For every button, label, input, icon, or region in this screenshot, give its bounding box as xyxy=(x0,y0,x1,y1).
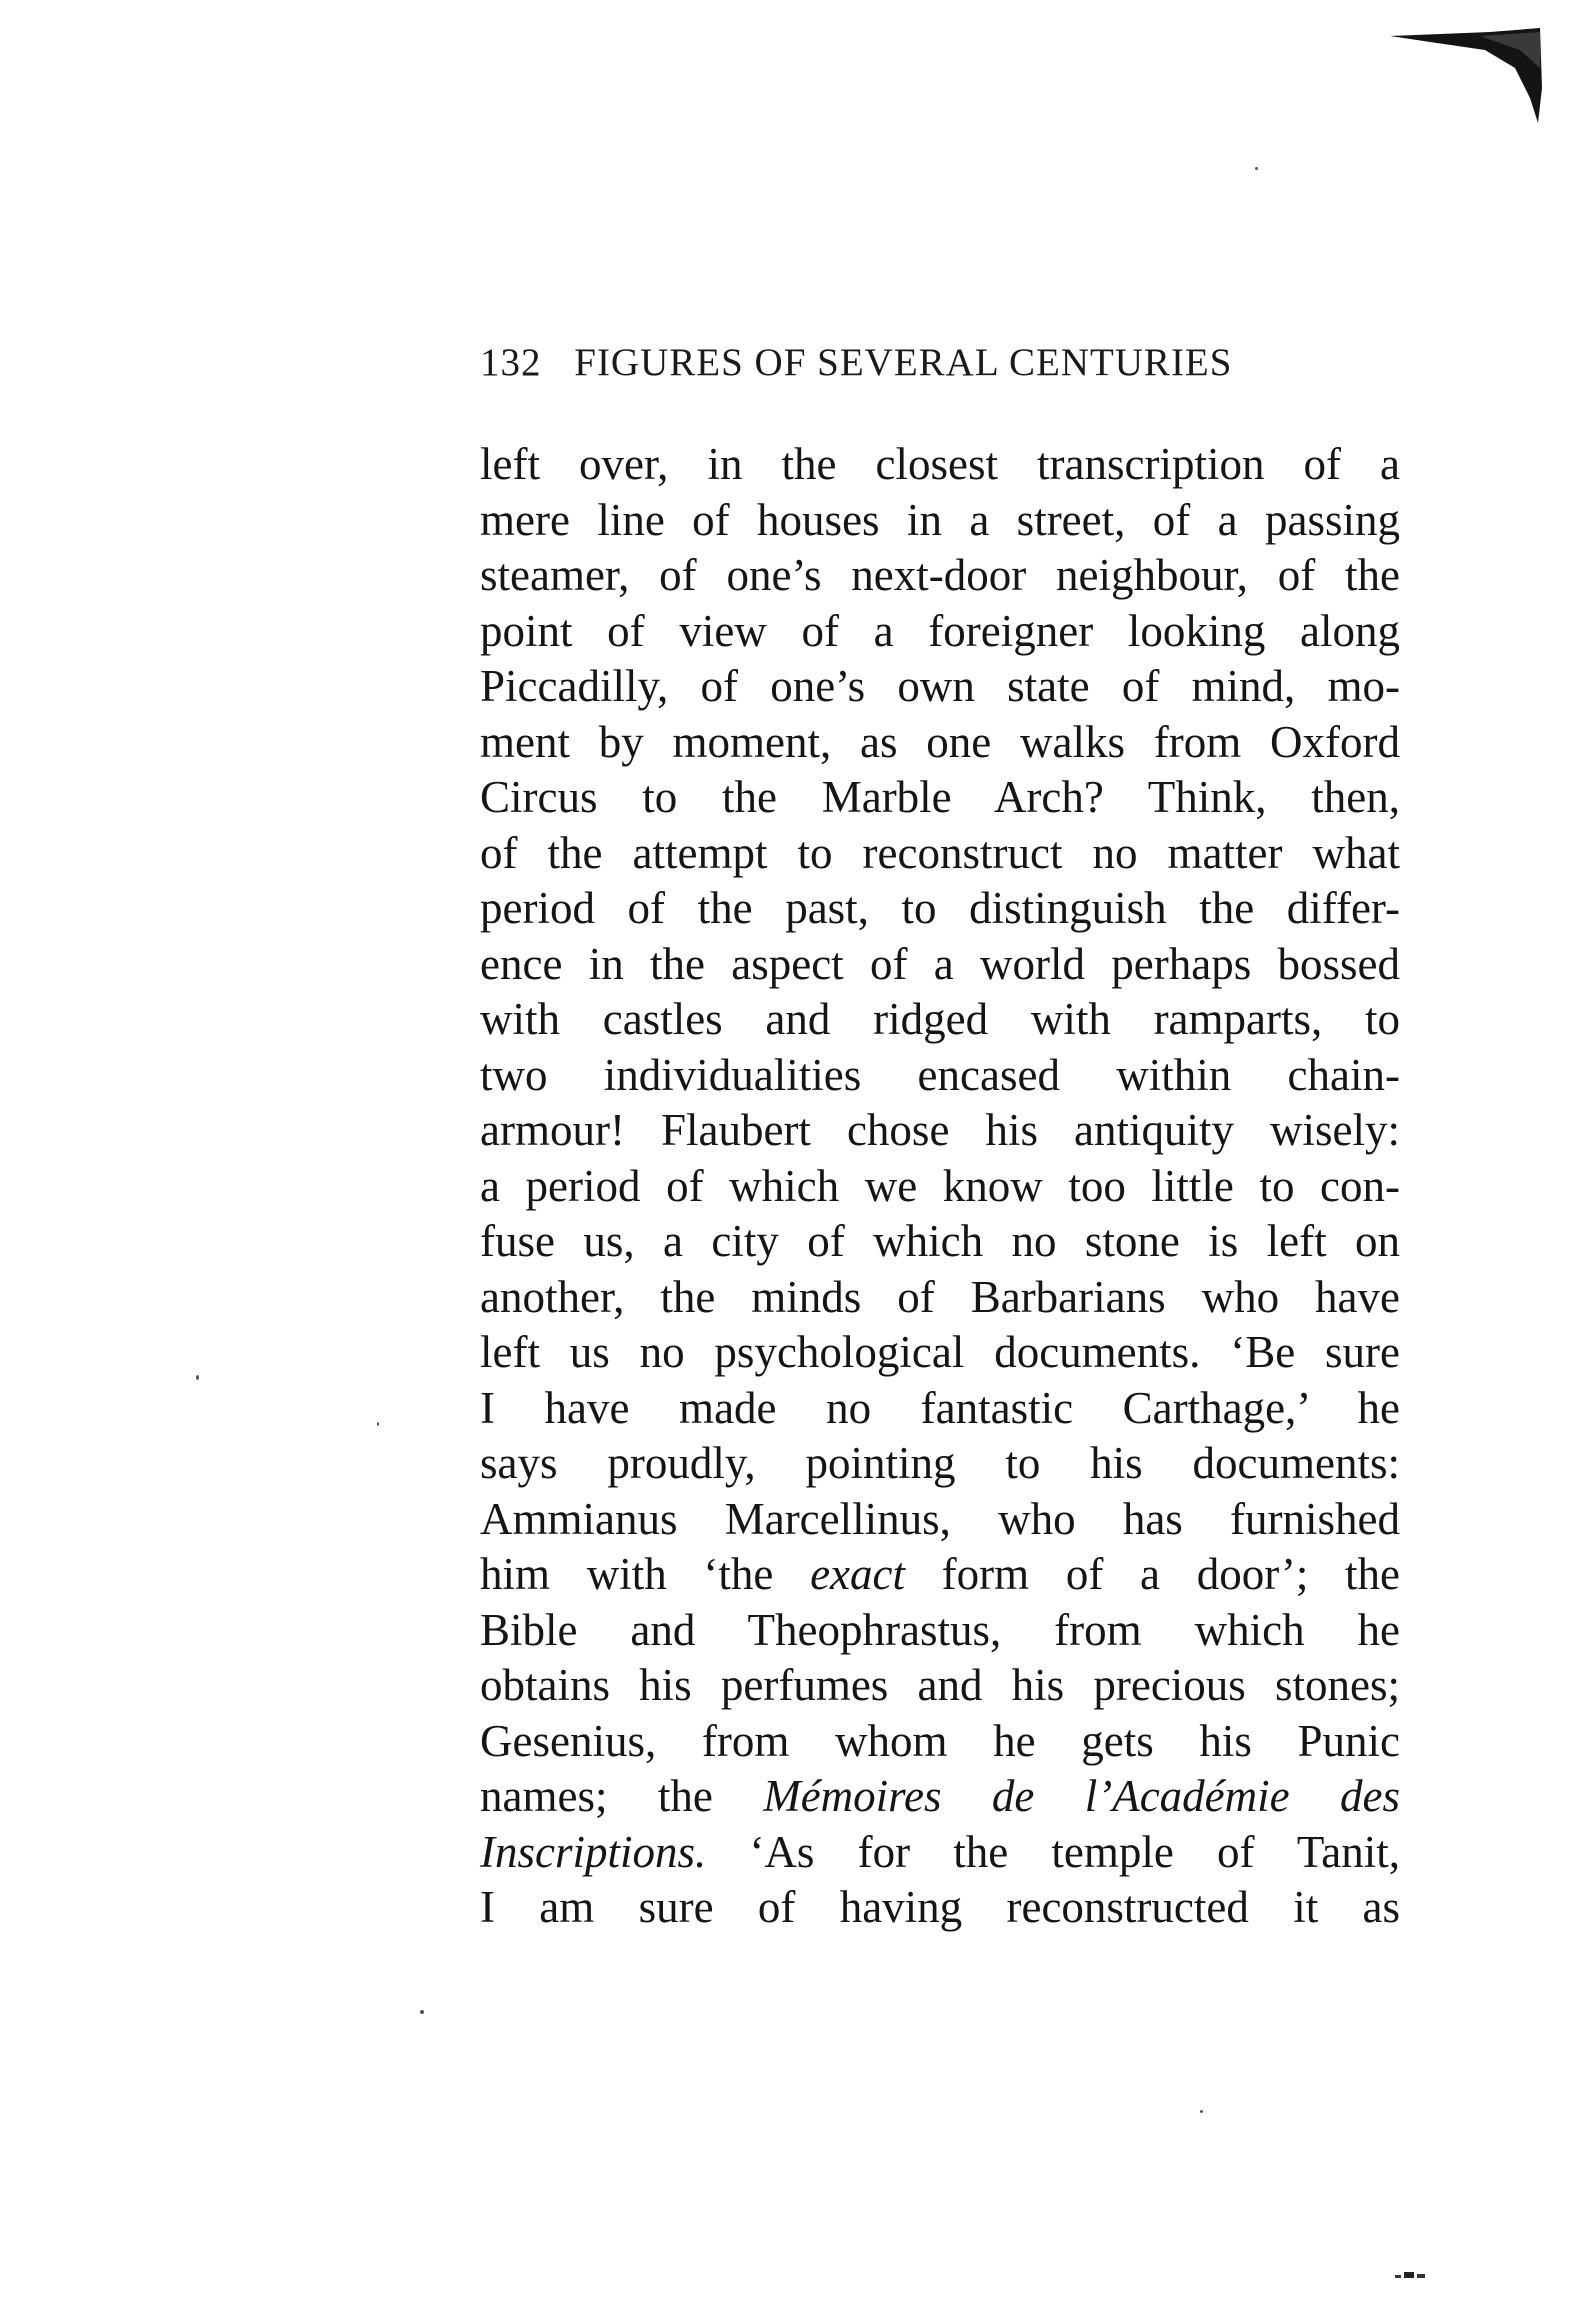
text-line-4: point of view of a foreigner looking along xyxy=(480,605,1400,656)
text-line-21 xyxy=(480,1547,1400,1603)
paper-speck xyxy=(377,1422,379,1426)
text-line-5: Piccadilly, of one’s own state of mind, mo- xyxy=(480,661,1400,711)
text-line-14: a period of which we know too little to con- xyxy=(480,1160,1400,1211)
italic-exact: exact xyxy=(810,1549,905,1599)
page-number: 132 xyxy=(480,341,542,384)
ink-blot-mark xyxy=(1395,2270,1427,2280)
italic-inscriptions: Inscriptions. xyxy=(480,1826,707,1877)
running-title: FIGURES OF SEVERAL CENTURIES xyxy=(574,341,1233,384)
text-line-23: obtains his perfumes and his precious stones; xyxy=(480,1660,1400,1710)
text-line-12: two individualities encased within chain- xyxy=(480,1049,1400,1100)
text-line-25-start: names; the xyxy=(480,1771,764,1821)
text-line-6: ment by moment, as one walks from Oxford xyxy=(480,716,1400,767)
text-line-21-end: form of a door’; the xyxy=(904,1549,1401,1599)
paper-speck xyxy=(196,1375,199,1380)
text-line-11: with castles and ridged with ramparts, to xyxy=(480,994,1400,1044)
text-line-26-end: ‘As for the temple of Tanit, xyxy=(706,1826,1400,1877)
italic-memoires-title: Mémoires de l’Académie des xyxy=(763,1771,1400,1821)
text-line-9: period of the past, to distinguish the differ- xyxy=(480,883,1400,933)
text-line-16: another, the minds of Barbarians who have xyxy=(480,1271,1400,1322)
text-line-15: fuse us, a city of which no stone is left on xyxy=(480,1216,1400,1266)
text-line-17: left us no psychological documents. ‘Be sure xyxy=(480,1327,1400,1377)
running-head xyxy=(480,340,1385,400)
text-line-25 xyxy=(480,1769,1400,1825)
paper-speck xyxy=(420,2010,424,2014)
text-line-1: left over, in the closest transcription of a xyxy=(480,439,1400,489)
text-line-22: Bible and Theophrastus, from which he xyxy=(480,1604,1400,1655)
text-line-24: Gesenius, from whom he gets his Punic xyxy=(480,1715,1400,1766)
text-line-27: I am sure of having reconstructed it as xyxy=(480,1882,1400,1932)
text-line-19: says proudly, pointing to his documents: xyxy=(480,1438,1400,1488)
text-line-7: Circus to the Marble Arch? Think, then, xyxy=(480,772,1400,822)
text-line-26 xyxy=(480,1825,1400,1881)
text-line-20: Ammianus Marcellinus, who has furnished xyxy=(480,1493,1400,1544)
text-line-8: of the attempt to reconstruct no matter what xyxy=(480,827,1400,878)
text-line-18: I have made no fantastic Carthage,’ he xyxy=(480,1382,1400,1433)
body-text xyxy=(480,437,1400,1936)
text-line-10: ence in the aspect of a world perhaps bossed xyxy=(480,938,1400,989)
text-line-13: armour! Flaubert chose his antiquity wisely: xyxy=(480,1105,1400,1155)
text-line-3: steamer, of one’s next-door neighbour, of the xyxy=(480,550,1400,600)
paper-speck xyxy=(1200,2110,1203,2113)
text-line-21-start: him with ‘the xyxy=(480,1549,811,1599)
paper-speck xyxy=(1255,167,1258,170)
folded-corner-mark xyxy=(1390,28,1550,128)
text-line-2: mere line of houses in a street, of a passing xyxy=(480,494,1400,545)
